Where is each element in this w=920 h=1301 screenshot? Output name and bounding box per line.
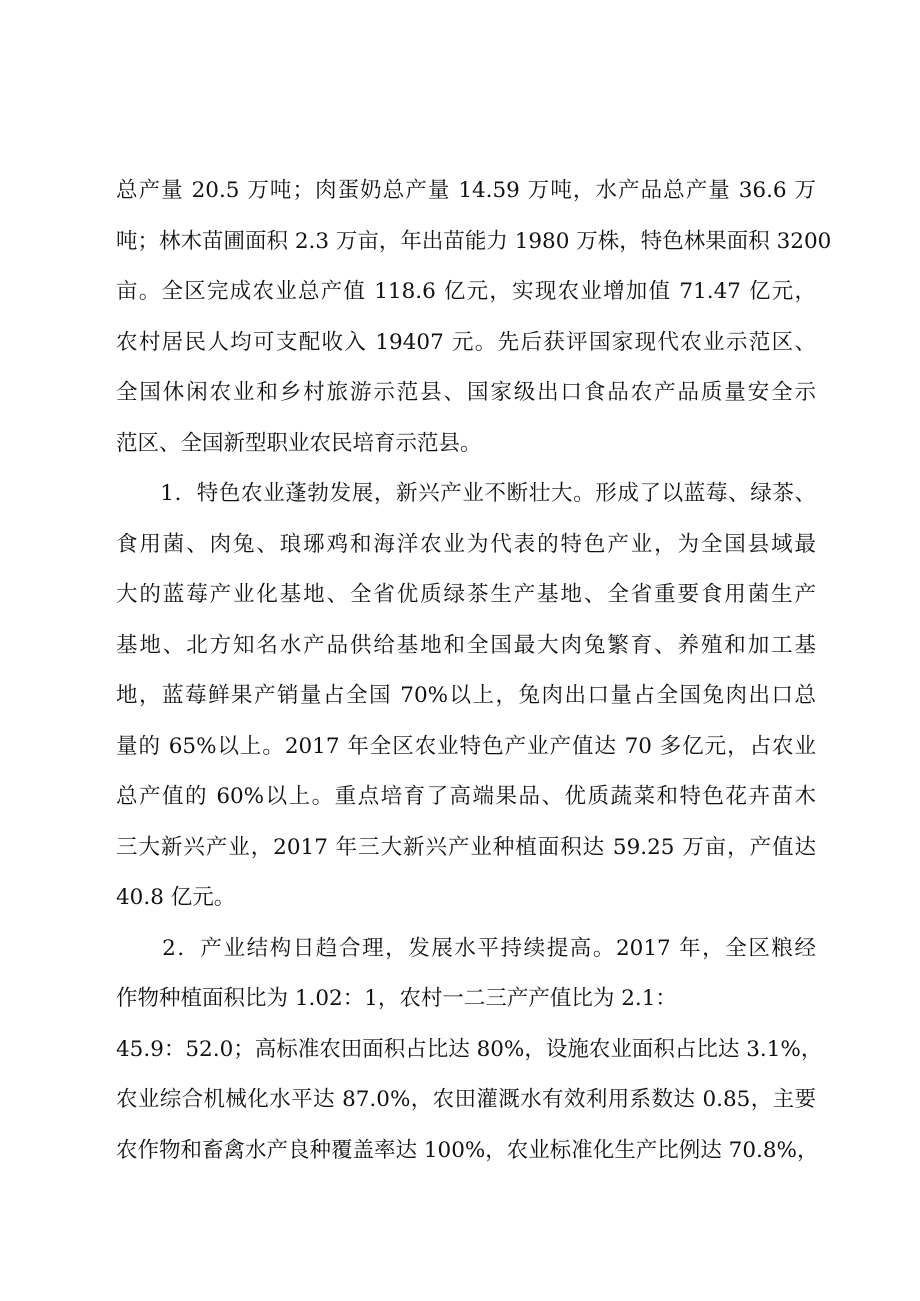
text-line: 40.8 亿元。 — [116, 885, 236, 910]
text-line: 亩。全区完成农业总产值 118.6 亿元，实现农业增加值 71.47 亿元， — [116, 279, 816, 304]
text-line: 吨；林木苗圃面积 2.3 万亩，年出苗能力 1980 万株，特色林果面积 3200 — [116, 228, 832, 254]
text-line: 范区、全国新型职业农民培育示范县。 — [116, 430, 482, 456]
paragraph-item-2 — [116, 924, 823, 1177]
text-line: 量的 65%以上。2017 年全区农业特色产业产值达 70 多亿元，占农业 — [116, 733, 816, 759]
document-body — [116, 166, 832, 1176]
text-line: 45.9：52.0；高标准农田面积占比达 80%，设施农业面积占比达 3.1%， — [116, 1036, 823, 1062]
text-line: 食用菌、肉兔、琅琊鸡和海洋农业为代表的特色产业，为全国县域最 — [116, 531, 816, 557]
text-line: 1．特色农业蓬勃发展，新兴产业不断壮大。形成了以蓝莓、绿茶、 — [116, 481, 816, 506]
paragraph-output-summary — [116, 166, 832, 469]
text-line: 农业综合机械化水平达 87.0%，农田灌溉水有效利用系数达 0.85，主要 — [116, 1087, 816, 1112]
text-line: 2．产业结构日趋合理，发展水平持续提高。2017 年，全区粮经 — [116, 935, 816, 961]
text-line: 大的蓝莓产业化基地、全省优质绿茶生产基地、全省重要食用菌生产 — [116, 582, 816, 607]
text-line: 农村居民人均可支配收入 19407 元。先后获评国家现代农业示范区、 — [116, 329, 816, 355]
text-line: 作物种植面积比为 1.02：1，农村一二三产产值比为 2.1： — [116, 986, 677, 1011]
text-line: 全国休闲农业和乡村旅游示范县、国家级出口食品农产品质量安全示 — [116, 380, 816, 405]
text-line: 农作物和畜禽水产良种覆盖率达 100%，农业标准化生产比例达 70.8%， — [116, 1137, 819, 1163]
text-line: 基地、北方知名水产品供给基地和全国最大肉兔繁育、养殖和加工基 — [116, 632, 816, 658]
text-line: 三大新兴产业，2017 年三大新兴产业种植面积达 59.25 万亩，产值达 — [116, 834, 816, 860]
text-line: 总产值的 60%以上。重点培育了高端果品、优质蔬菜和特色花卉苗木 — [116, 784, 816, 809]
paragraph-item-1 — [116, 469, 816, 924]
text-line: 地，蓝莓鲜果产销量占全国 70%以上，兔肉出口量占全国兔肉出口总 — [116, 683, 816, 708]
text-line: 总产量 20.5 万吨；肉蛋奶总产量 14.59 万吨，水产品总产量 36.6 万 — [116, 178, 816, 203]
